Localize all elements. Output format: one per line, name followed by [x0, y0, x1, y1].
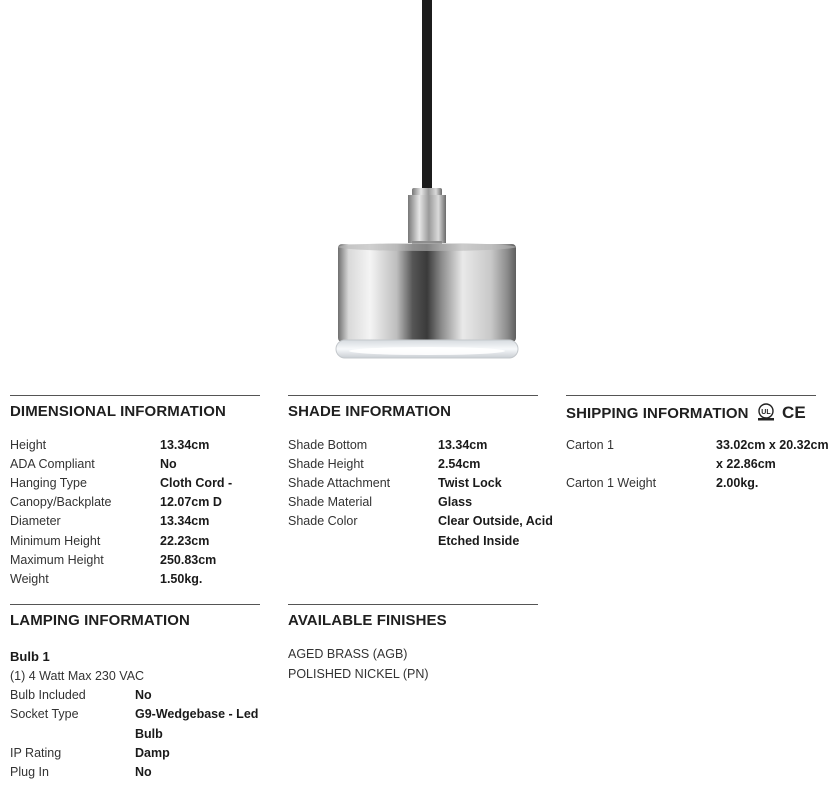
divider [566, 395, 816, 396]
finishes-heading: AVAILABLE FINISHES [288, 612, 447, 629]
shipping-heading: SHIPPING INFORMATION UL CE [566, 403, 816, 425]
shipping-section: SHIPPING INFORMATION UL CE Carton 1 33.02cm x 20.32cm x 22.86cm Carton 1 Weight 2.00kg. [566, 395, 816, 425]
divider [288, 395, 538, 396]
svg-text:CE: CE [781, 403, 806, 421]
svg-text:UL: UL [760, 409, 771, 416]
finish-item: AGED BRASS (AGB) [288, 647, 408, 661]
shade-section: SHADE INFORMATION Shade Bottom 13.34cm Shade Height 2.54cm Shade Attachment Twist Lock Shade Material Glass Shade Color Clear Outside, Acid Etched Inside [288, 395, 538, 420]
ul-listed-icon [755, 403, 779, 425]
bulb-description: (1) 4 Watt Max 230 VAC [10, 669, 145, 683]
ce-mark-icon [781, 403, 807, 425]
divider [10, 604, 260, 605]
stem [408, 195, 446, 243]
dimensional-heading: DIMENSIONAL INFORMATION [10, 403, 226, 420]
shade-heading: SHADE INFORMATION [288, 403, 452, 420]
finish-item: POLISHED NICKEL (PN) [288, 667, 429, 681]
shade-body [338, 244, 516, 342]
cord [422, 0, 432, 190]
lamping-section: LAMPING INFORMATION Bulb 1 (1) 4 Watt Max 230 VAC Bulb Included No Socket Type G9-Wedgebase - Led Bulb IP Rating Damp Plug In No [10, 604, 260, 629]
lamping-heading: LAMPING INFORMATION [10, 612, 190, 629]
dimensional-section: DIMENSIONAL INFORMATION Height 13.34cm ADA Compliant No Hanging Type Cloth Cord - Canopy/Backplate 12.07cm D Diameter 13.34cm Minimum Height 22.23cm Maximum Height 250.83cm Weight 1.50kg. [10, 395, 260, 420]
divider [10, 395, 260, 396]
divider [288, 604, 538, 605]
pendant-lamp-illustration [0, 0, 831, 375]
product-image [0, 0, 831, 375]
bulb-title: Bulb 1 [10, 649, 50, 664]
finishes-section [288, 604, 538, 681]
